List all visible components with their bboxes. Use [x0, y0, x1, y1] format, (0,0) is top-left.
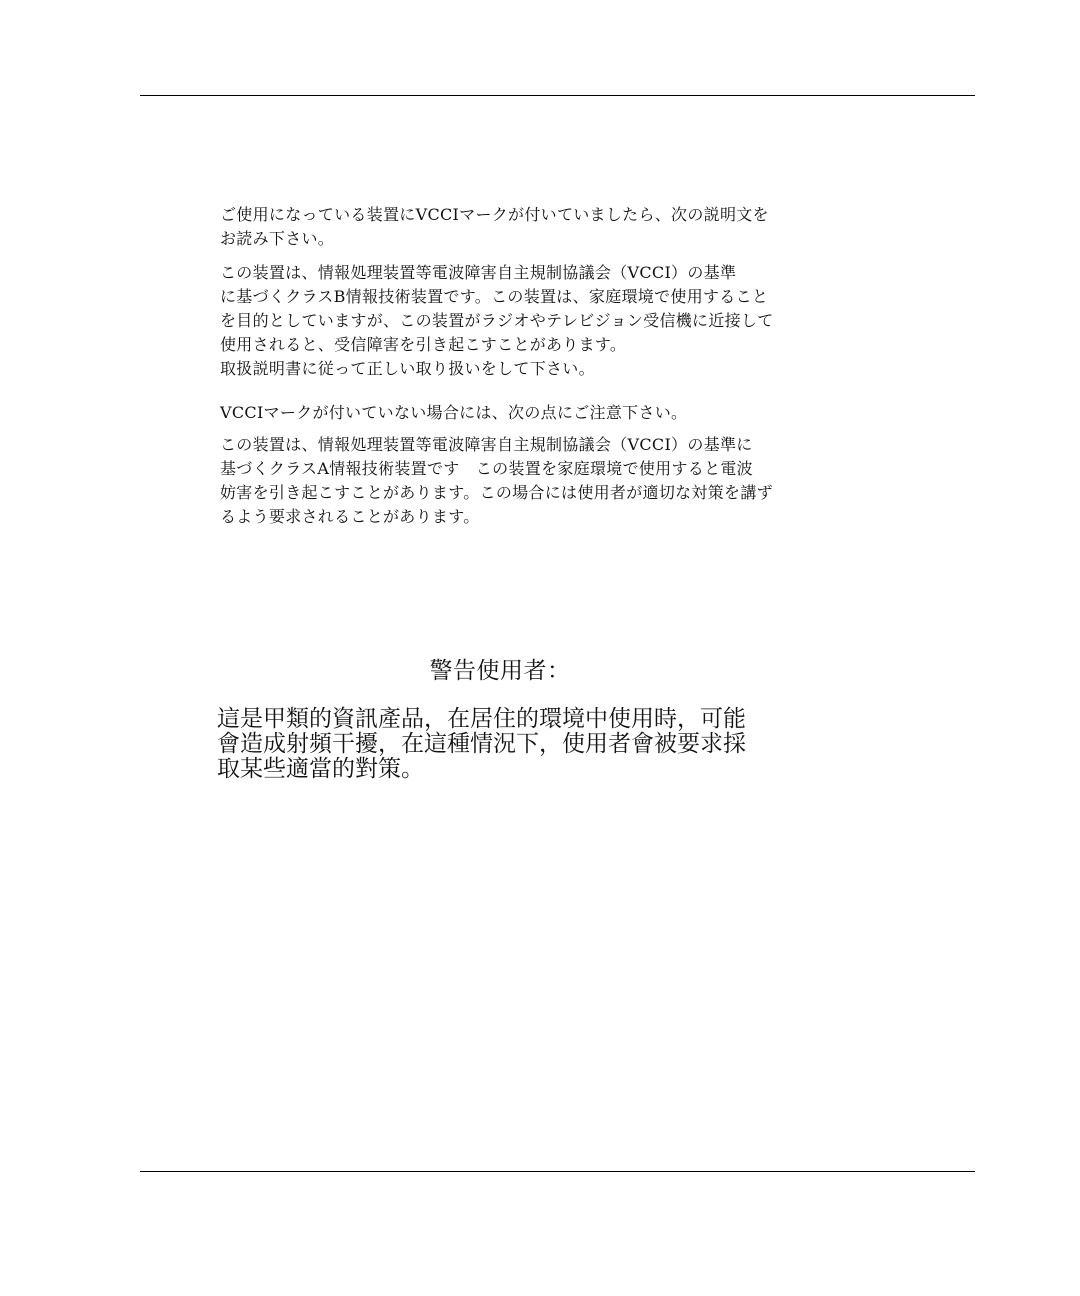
footer-rule — [140, 1171, 975, 1172]
header-rule — [140, 95, 975, 96]
japanese-vcci-notice — [220, 203, 830, 539]
vcci-class-b-intro: ご使用になっている装置にVCCIマークが付いていましたら、次の説明文を お読み下さい。 — [220, 205, 769, 248]
vcci-class-b-statement: この装置は、情報処理装置等電波障害自主規制協議会（VCCI）の基準 に基づくクラスB情報技術装置です。この装置は、家庭環境で使用すること を目的としていますが、この装置がラジオやテレビジョン受信機に近接して 使用されると、受信障害を引き起こすことがあります。 取扱説明書に従って正しい取り扱いをして下さい。 — [220, 263, 774, 378]
taiwan-warning-heading: 警告使用者： — [429, 658, 571, 684]
vcci-class-a-intro: VCCIマークが付いていない場合には、次の点にご注意下さい。 — [220, 403, 688, 422]
vcci-class-a-statement: この装置は、情報処理装置等電波障害自主規制協議会（VCCI）の基準に 基づくクラスA情報技術装置です この装置を家庭環境で使用すると電波 妨害を引き起こすことがあります。この場合には使用者が適切な対策を講ず るよう要求されることがあります。 — [220, 435, 773, 526]
taiwan-warning-body: 這是甲類的資訊產品，在居住的環境中使用時，可能 會造成射頻干擾，在這種情況下，使用者會被要求採 取某些適當的對策。 — [217, 706, 746, 782]
